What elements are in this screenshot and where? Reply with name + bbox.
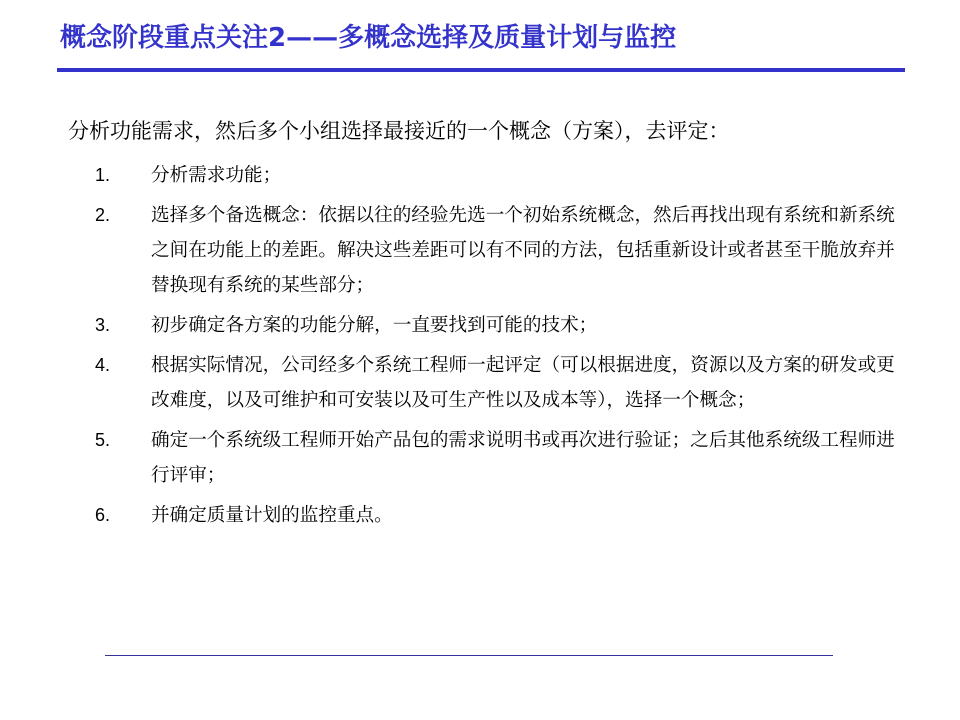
step-text: 选择多个备选概念：依据以往的经验先选一个初始系统概念，然后再找出现有系统和新系统之间在功能上的差距。解决这些差距可以有不同的方法，包括重新设计或者甚至干脆放弃并替换现有系统的某些部分； <box>151 205 895 296</box>
list-item <box>95 198 915 303</box>
step-text: 初步确定各方案的功能分解，一直要找到可能的技术； <box>151 315 598 336</box>
steps-list <box>95 158 915 538</box>
step-number: 4. <box>95 355 111 375</box>
step-text: 并确定质量计划的监控重点。 <box>151 505 393 526</box>
step-number: 3. <box>95 315 111 335</box>
step-text: 根据实际情况，公司经多个系统工程师一起评定（可以根据进度，资源以及方案的研发或更改难度，以及可维护和可安装以及可生产性以及成本等），选择一个概念； <box>151 355 895 411</box>
step-number: 2. <box>95 205 111 225</box>
intro-text: 分析功能需求，然后多个小组选择最接近的一个概念（方案），去评定： <box>68 119 730 143</box>
list-item <box>95 308 915 343</box>
step-text: 确定一个系统级工程师开始产品包的需求说明书或再次进行验证；之后其他系统级工程师进行评审； <box>151 430 895 486</box>
list-item <box>95 348 915 418</box>
step-text: 分析需求功能； <box>151 165 282 186</box>
step-number: 6. <box>95 505 111 525</box>
step-number: 1. <box>95 165 111 185</box>
slide-title: 概念阶段重点关注2——多概念选择及质量计划与监控 <box>60 23 677 53</box>
list-item <box>95 423 915 493</box>
footer-divider <box>105 655 833 656</box>
list-item <box>95 158 915 193</box>
list-item <box>95 498 915 533</box>
title-underline <box>57 68 905 72</box>
step-number: 5. <box>95 430 111 450</box>
